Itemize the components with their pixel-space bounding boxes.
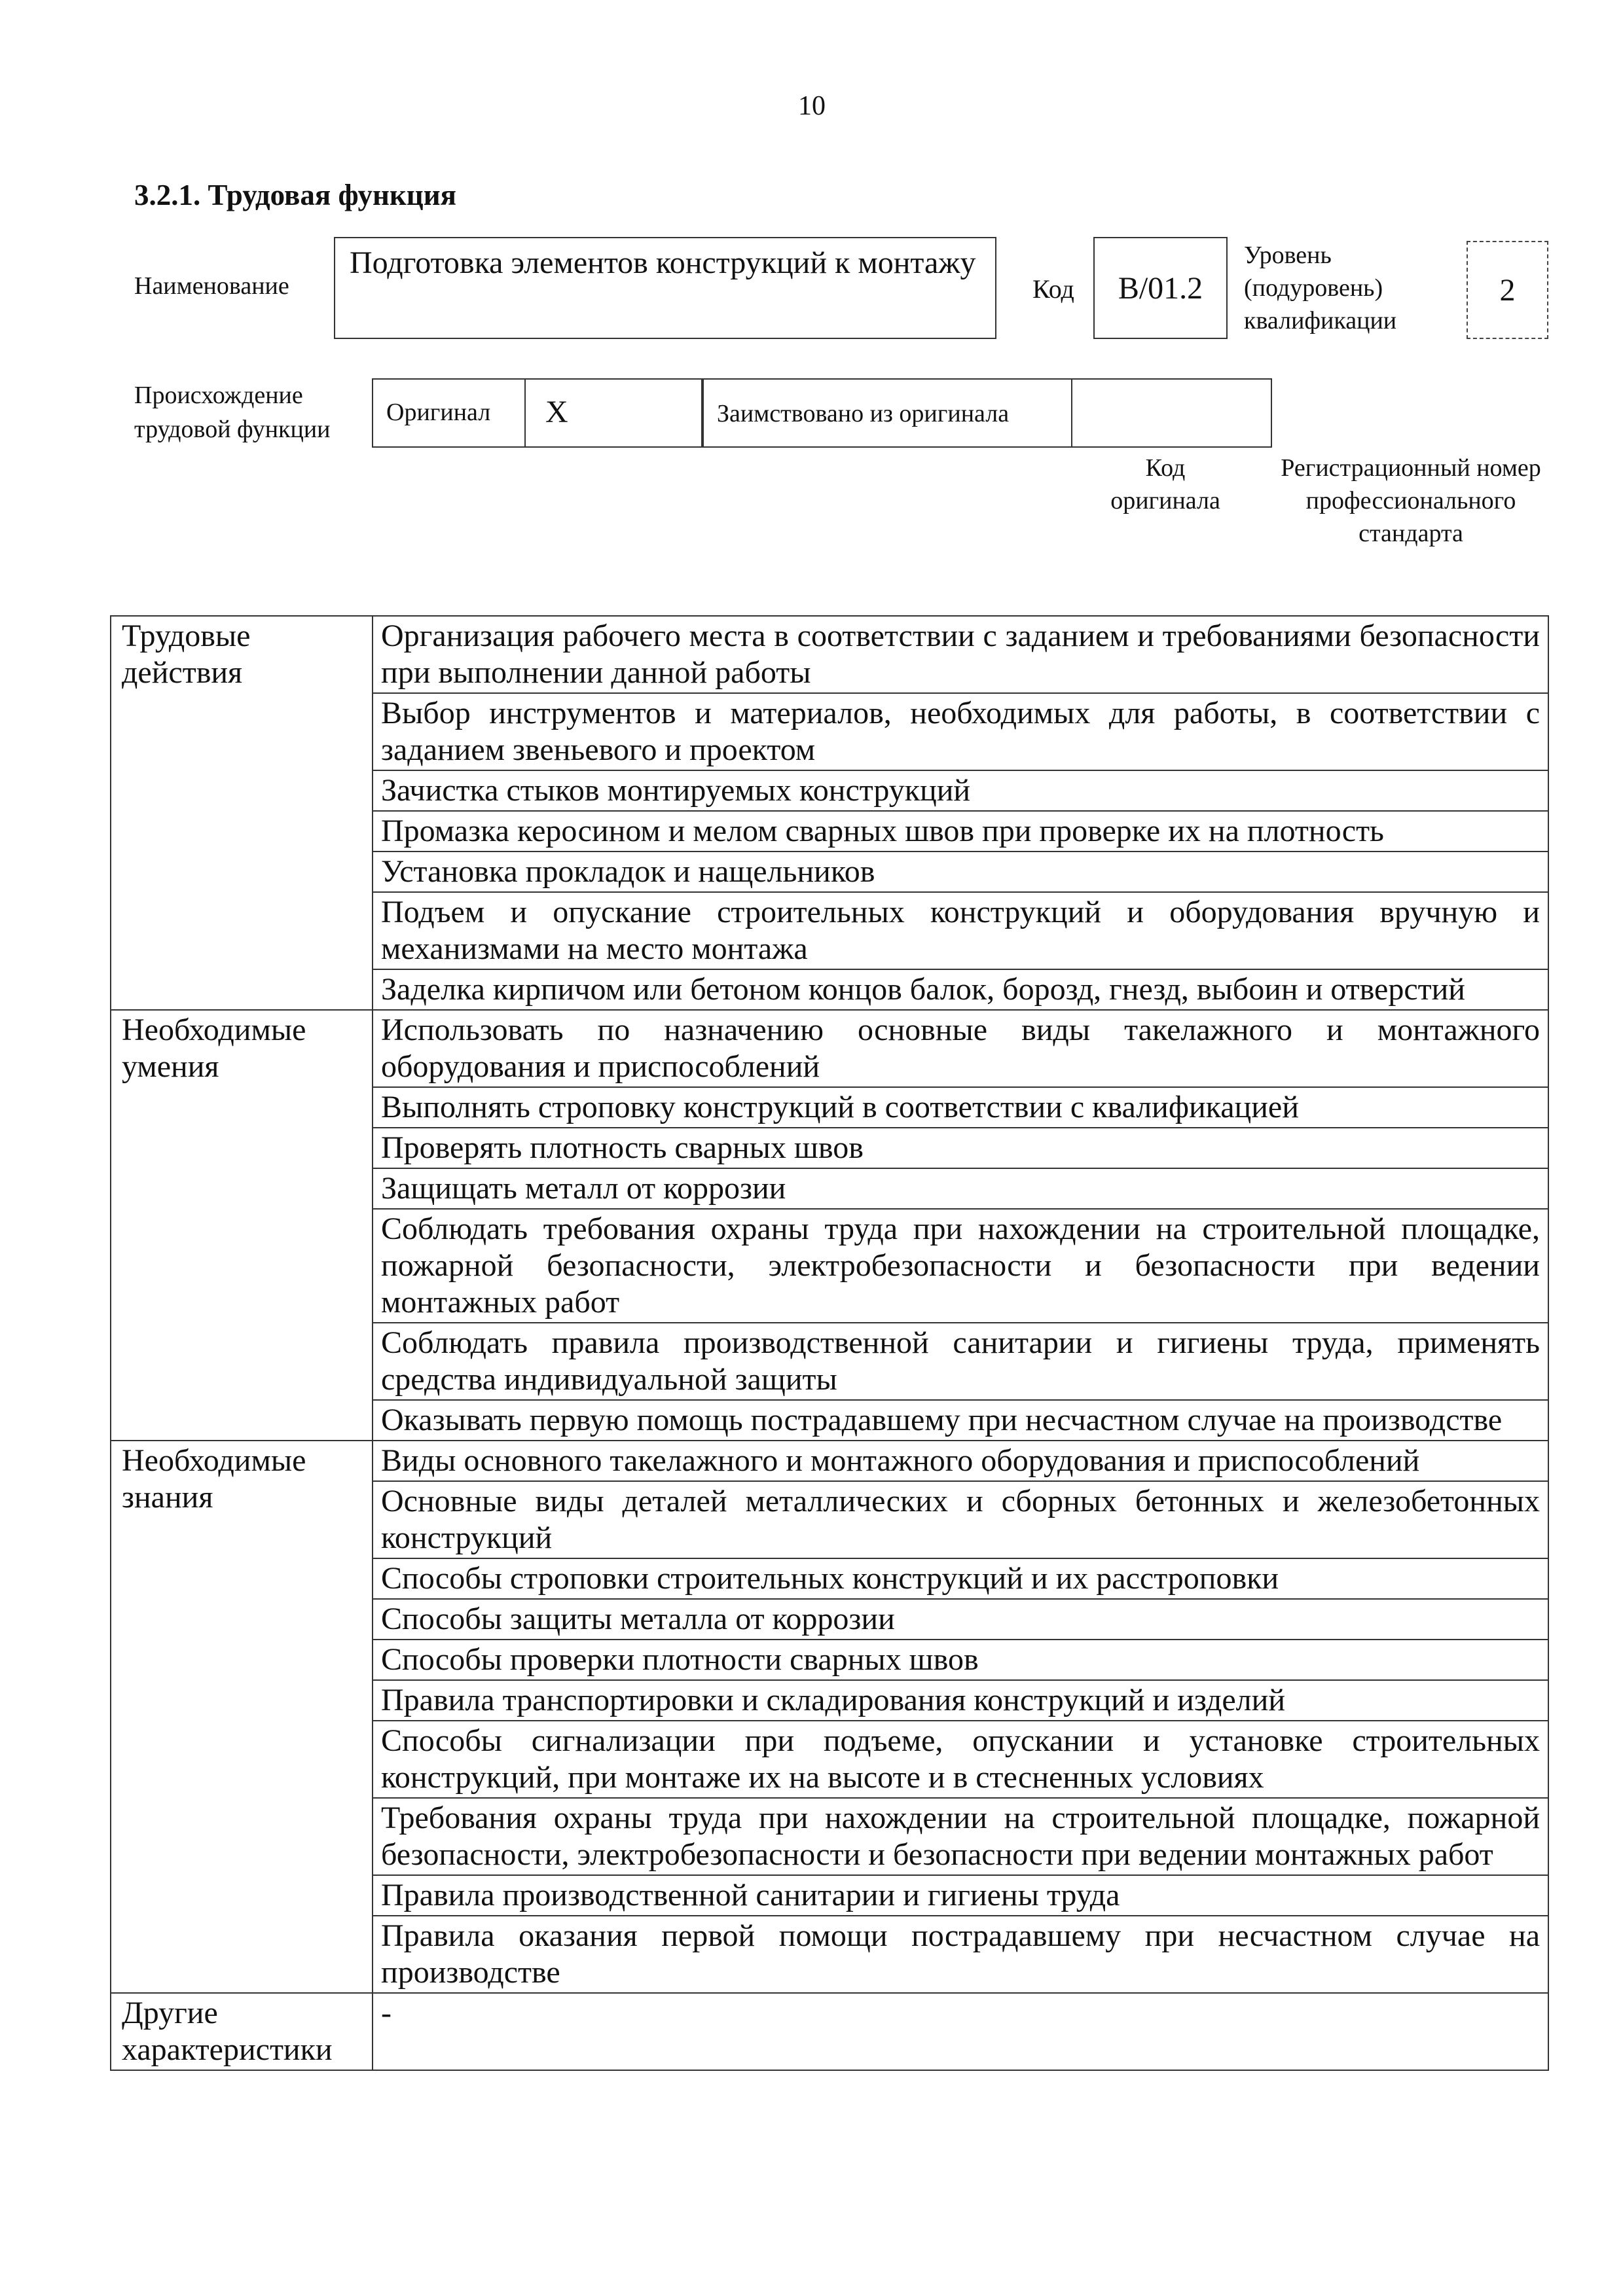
table-cell: Зачистка стыков монтируемых конструкций [373, 770, 1548, 811]
original-code-caption: Код оригинала [1110, 454, 1220, 514]
table-cell: Правила производственной санитарии и гигиены труда [373, 1875, 1548, 1916]
section-heading: Трудовые действия [111, 616, 373, 1010]
origin-label-text: Происхождение трудовой функции [134, 382, 331, 443]
table-cell: Основные виды деталей металлических и сборных бетонных и железобетонных конструкций [373, 1481, 1548, 1558]
table-cell: Установка прокладок и нащельников [373, 852, 1548, 892]
name-label: Наименование [134, 272, 289, 300]
borrowed-label: Заимствовано из оригинала [702, 378, 1072, 448]
table-row [111, 1010, 1548, 1087]
table-cell: Выбор инструментов и материалов, необходимых для работы, в соответствии с заданием звеньевого и проектом [373, 693, 1548, 770]
code-label: Код [1032, 274, 1074, 304]
table-cell: Правила оказания первой помощи пострадавшему при несчастном случае на производстве [373, 1916, 1548, 1993]
table-cell: Проверять плотность сварных швов [373, 1128, 1548, 1168]
table-cell: Виды основного такелажного и монтажного оборудования и приспособлений [373, 1441, 1548, 1481]
table-cell: Требования охраны труда при нахождении на строительной площадке, пожарной безопасности, электробезопасности и безопасности при ведении монтажных работ [373, 1798, 1548, 1875]
level-label-text: Уровень (подуровень) квалификации [1244, 242, 1397, 334]
section-heading: Необходимые умения [111, 1010, 373, 1441]
table-cell: Заделка кирпичом или бетоном концов балок, борозд, гнезд, выбоин и отверстий [373, 969, 1548, 1010]
table-cell: Способы строповки строительных конструкций и их расстроповки [373, 1558, 1548, 1599]
original-code-cell [1072, 378, 1272, 448]
section-title: 3.2.1. Трудовая функция [134, 179, 457, 211]
origin-label [134, 378, 357, 446]
table-cell: Организация рабочего места в соответствии с заданием и требованиями безопасности при выполнении данной работы [373, 616, 1548, 693]
table-cell: Способы сигнализации при подъеме, опускании и установке строительных конструкций, при монтаже их на высоте и в стесненных условиях [373, 1721, 1548, 1798]
table-row [111, 616, 1548, 693]
table-row [111, 1993, 1548, 2070]
table-cell: Оказывать первую помощь пострадавшему при несчастном случае на производстве [373, 1400, 1548, 1441]
table-cell: Соблюдать требования охраны труда при нахождении на строительной площадке, пожарной безопасности, электробезопасности и безопасности при ведении монтажных работ [373, 1209, 1548, 1323]
table-cell: Использовать по назначению основные виды такелажного и монтажного оборудования и приспособлений [373, 1010, 1548, 1087]
table-cell: Защищать металл от коррозии [373, 1168, 1548, 1209]
table-cell: - [373, 1993, 1548, 2070]
qualification-level-label [1244, 239, 1453, 337]
function-code-box: B/01.2 [1093, 237, 1228, 339]
table-cell: Способы защиты металла от коррозии [373, 1599, 1548, 1640]
qualification-level-box: 2 [1467, 241, 1548, 339]
table-row [111, 1441, 1548, 1481]
original-mark: X [526, 378, 702, 448]
labor-function-table [110, 615, 1549, 2071]
table-cell: Соблюдать правила производственной санитарии и гигиены труда, применять средства индивидуальной защиты [373, 1323, 1548, 1400]
function-name-box: Подготовка элементов конструкций к монтажу [334, 237, 996, 339]
origin-row [372, 378, 1272, 448]
table-cell: Способы проверки плотности сварных швов [373, 1640, 1548, 1680]
section-heading: Другие характеристики [111, 1993, 373, 2070]
page-number: 10 [798, 91, 826, 121]
table-cell: Выполнять строповку конструкций в соответствии с квалификацией [373, 1087, 1548, 1128]
table-cell: Промазка керосином и мелом сварных швов при проверке их на плотность [373, 811, 1548, 852]
table-cell: Подъем и опускание строительных конструкций и оборудования вручную и механизмами на место монтажа [373, 892, 1548, 969]
original-label: Оригинал [372, 378, 526, 448]
section-heading: Необходимые знания [111, 1441, 373, 1993]
table-cell: Правила транспортировки и складирования конструкций и изделий [373, 1680, 1548, 1721]
registration-number-caption: Регистрационный номер профессионального стандарта [1281, 454, 1541, 547]
